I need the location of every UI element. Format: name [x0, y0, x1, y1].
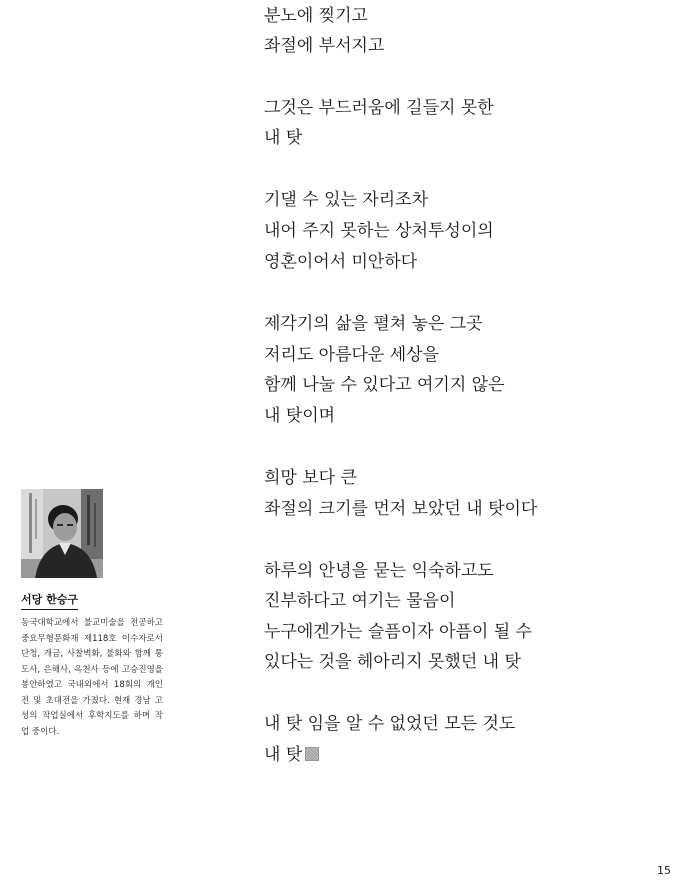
portrait-image: [21, 489, 103, 578]
author-name: 서당 한승구: [21, 593, 78, 610]
poem-line: 저리도 아름다운 세상을: [264, 345, 440, 365]
poem-last-line: [264, 744, 319, 766]
poem-line: 내어 주지 못하는 상처투성이의: [264, 221, 494, 241]
author-photo: [21, 489, 103, 578]
poem-line-text: 내 탓: [264, 745, 303, 765]
poem-line: 좌절에 부서지고: [264, 36, 385, 56]
poem-line: 내 탓 임을 알 수 없었던 모든 것도: [264, 714, 516, 734]
poem-line: 내 탓: [264, 128, 303, 148]
poem-line: 함께 나눌 수 있다고 여기지 않은: [264, 375, 505, 395]
poem-line: 좌절의 크기를 먼저 보았던 내 탓이다: [264, 499, 538, 519]
poem-line: 진부하다고 여기는 물음이: [264, 591, 456, 611]
poem-line: 있다는 것을 헤아리지 못했던 내 탓: [264, 652, 521, 672]
poem-line: 영혼이어서 미안하다: [264, 252, 418, 272]
author-bio: 동국대학교에서 불교미술을 전공하고 중요무형문화재 제118호 이수자로서 단청, 개금, 사찰벽화, 불화와 함께 통도사, 은해사, 옥천사 등에 고승진영을 봉안하였고 국내외에서 18회의 개인전 및 초대전을 가졌다. 현재 경남 고성의 작업실에서 후학지도를 하며 작업 중이다.: [21, 618, 163, 737]
poem-line: 제각기의 삶을 펼쳐 놓은 그곳: [264, 314, 483, 334]
poem-line: 희망 보다 큰: [264, 468, 357, 488]
poem-line: 기댈 수 있는 자리조차: [264, 190, 429, 210]
poem-line: 누구에겐가는 슬픔이자 아픔이 될 수: [264, 622, 532, 642]
poem-line: 내 탓이며: [264, 406, 336, 426]
poem-line: 분노에 찢기고: [264, 6, 368, 26]
end-mark-icon: [305, 747, 319, 761]
page-number: 15: [657, 864, 671, 877]
poem-line: 그것은 부드러움에 길들지 못한: [264, 98, 494, 118]
poem-line: 하루의 안녕을 묻는 익숙하고도: [264, 561, 494, 581]
